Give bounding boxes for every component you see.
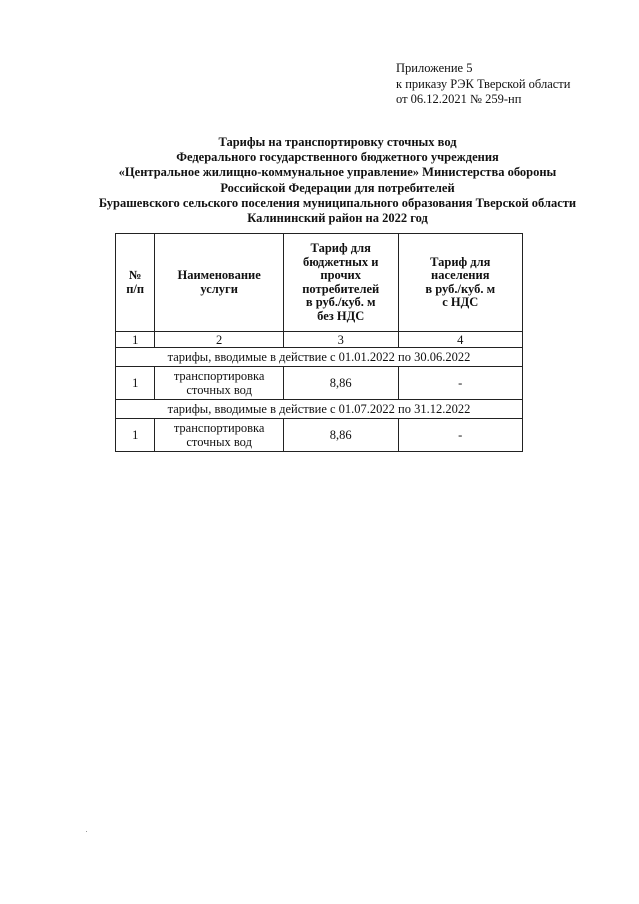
table-row	[116, 367, 523, 400]
appendix-line-1: Приложение 5	[396, 61, 473, 75]
row-service	[155, 367, 284, 400]
header-budget-line: потребителей	[302, 281, 380, 296]
header-tariff-population	[398, 234, 523, 332]
row-tariff-budget: 8,86	[283, 367, 398, 400]
header-population-line: с НДС	[442, 295, 479, 309]
table-row	[116, 419, 523, 452]
row-number: 1	[116, 367, 155, 400]
row-tariff-population: -	[398, 419, 523, 452]
header-population-line: в руб./куб. м	[425, 281, 496, 296]
header-budget-line: Тариф для	[310, 241, 371, 255]
scan-speck	[86, 831, 87, 832]
header-service	[155, 234, 284, 332]
title-line-3: «Центральное жилищно-коммунальное управление» Министерства обороны	[118, 165, 557, 180]
row-service-line: транспортировка	[173, 421, 265, 435]
column-number-row	[116, 332, 523, 348]
header-service-line: Наименование	[177, 268, 261, 282]
column-number: 3	[283, 332, 398, 348]
period-label: тарифы, вводимые в действие с 01.01.2022 по 30.06.2022	[116, 348, 523, 367]
header-number-line: №	[128, 268, 142, 282]
table-header-row	[116, 234, 523, 332]
row-number: 1	[116, 419, 155, 452]
row-service	[155, 419, 284, 452]
row-tariff-budget: 8,86	[283, 419, 398, 452]
header-budget-line: в руб./куб. м	[305, 295, 376, 309]
column-number: 1	[116, 332, 155, 348]
title-line-1: Тарифы на транспортировку сточных вод	[218, 135, 457, 149]
title-line-6: Калининский район на 2022 год	[247, 211, 428, 226]
row-tariff-population: -	[398, 367, 523, 400]
row-service-line: транспортировка	[173, 369, 265, 383]
appendix-line-2: к приказу РЭК Тверской области	[396, 76, 571, 91]
period-label: тарифы, вводимые в действие с 01.07.2022 по 31.12.2022	[116, 400, 523, 419]
tariff-table	[115, 233, 523, 452]
appendix-reference	[396, 61, 570, 108]
column-number: 2	[155, 332, 284, 348]
header-budget-line: прочих	[320, 268, 361, 282]
title-line-4: Российской Федерации для потребителей	[220, 180, 455, 195]
header-population-line: населения	[431, 268, 490, 282]
column-number: 4	[398, 332, 523, 348]
title-line-5: Бурашевского сельского поселения муниципального образования Тверской области	[98, 195, 577, 210]
header-service-line: услуги	[200, 281, 238, 296]
header-number	[116, 234, 155, 332]
header-tariff-budget	[283, 234, 398, 332]
period-row	[116, 348, 523, 367]
header-budget-line: без НДС	[317, 308, 365, 323]
row-service-line: сточных вод	[186, 435, 252, 449]
header-budget-line: бюджетных и	[302, 254, 379, 269]
header-number-line: п/п	[126, 281, 145, 296]
appendix-line-3: от 06.12.2021 № 259-нп	[396, 92, 522, 106]
document-title	[60, 135, 615, 226]
title-line-2: Федерального государственного бюджетного учреждения	[176, 150, 499, 165]
period-row	[116, 400, 523, 419]
header-population-line: Тариф для	[430, 254, 491, 269]
row-service-line: сточных вод	[186, 383, 252, 397]
